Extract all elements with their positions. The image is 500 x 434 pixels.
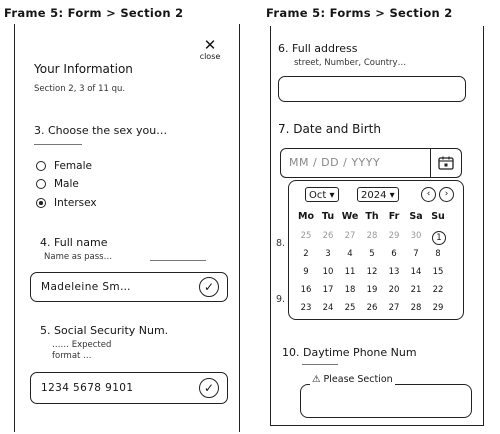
calendar-day[interactable]: 26 bbox=[322, 231, 334, 241]
calendar-day[interactable]: 30 bbox=[410, 231, 422, 241]
calendar-day[interactable]: 23 bbox=[300, 303, 312, 313]
calendar-day[interactable]: 27 bbox=[388, 303, 400, 313]
calendar-day[interactable]: 16 bbox=[300, 285, 312, 295]
calendar-day-header: Su bbox=[431, 211, 445, 222]
close-label: close bbox=[199, 52, 221, 61]
calendar-day-header: We bbox=[341, 211, 359, 222]
date-placeholder: MM / DD / YYYY bbox=[289, 156, 381, 169]
calendar-day[interactable]: 12 bbox=[366, 267, 378, 277]
q5-hint-line2: format … bbox=[52, 351, 92, 361]
left-frame-title: Frame 5: Form > Section 2 bbox=[4, 6, 184, 20]
ssn-value: 1234 5678 9101 bbox=[41, 382, 134, 394]
q7-title: 7. Date and Birth bbox=[278, 122, 381, 136]
full-name-input[interactable] bbox=[30, 272, 228, 302]
close-button[interactable] bbox=[192, 38, 228, 61]
calendar-day[interactable]: 20 bbox=[388, 285, 400, 295]
month-value: Oct bbox=[309, 190, 327, 201]
calendar-day-header: Mo bbox=[298, 211, 314, 222]
calendar-day-header: Sa bbox=[409, 211, 423, 222]
calendar-day[interactable]: 28 bbox=[410, 303, 422, 313]
calendar-day[interactable]: 10 bbox=[322, 267, 334, 277]
validation-warning: ⚠ Please Section bbox=[312, 374, 393, 385]
calendar-day-header: Tu bbox=[321, 211, 335, 222]
year-value: 2024 bbox=[361, 190, 387, 201]
radio-circle-selected[interactable] bbox=[36, 198, 46, 208]
calendar-day[interactable]: 24 bbox=[322, 303, 334, 313]
radio-label: Female bbox=[54, 160, 92, 172]
chevron-right-icon: › bbox=[444, 189, 449, 199]
check-icon: ✓ bbox=[199, 378, 219, 398]
calendar-day-header: Fr bbox=[388, 211, 400, 222]
calendar-day[interactable]: 6 bbox=[391, 249, 397, 259]
calendar-day[interactable]: 15 bbox=[432, 267, 444, 277]
section-progress: Section 2, 3 of 11 qu. bbox=[34, 84, 126, 94]
chevron-left-icon: ‹ bbox=[426, 189, 431, 199]
calendar-day[interactable]: 3 bbox=[325, 249, 331, 259]
q5-title: 5. Social Security Num. bbox=[40, 324, 169, 337]
calendar-day-selected[interactable]: 1 bbox=[432, 231, 446, 245]
calendar-day[interactable]: 11 bbox=[344, 267, 356, 277]
calendar-day[interactable]: 27 bbox=[344, 231, 356, 241]
radio-circle[interactable] bbox=[36, 161, 46, 171]
calendar-day[interactable]: 2 bbox=[303, 249, 309, 259]
form-heading: Your Information bbox=[34, 62, 133, 76]
calendar-day[interactable]: 28 bbox=[366, 231, 378, 241]
calendar-day[interactable]: 26 bbox=[366, 303, 378, 313]
close-icon: ✕ bbox=[203, 36, 217, 54]
q4-hint: Name as pass… bbox=[44, 252, 113, 262]
q4-title: 4. Full name bbox=[40, 236, 108, 249]
right-frame-title: Frame 5: Forms > Section 2 bbox=[266, 6, 453, 20]
q10-underline bbox=[302, 364, 338, 365]
month-select[interactable] bbox=[305, 187, 339, 202]
radio-option-female[interactable] bbox=[36, 160, 92, 172]
radio-label: Intersex bbox=[54, 197, 97, 209]
calendar-day[interactable]: 13 bbox=[388, 267, 400, 277]
ssn-input[interactable] bbox=[30, 372, 228, 404]
q3-underline bbox=[34, 144, 82, 145]
date-of-birth-input[interactable] bbox=[280, 148, 462, 178]
year-select[interactable] bbox=[357, 187, 399, 202]
phone-input[interactable] bbox=[300, 384, 472, 418]
calendar-day[interactable]: 25 bbox=[344, 303, 356, 313]
calendar-day[interactable]: 14 bbox=[410, 267, 422, 277]
q10-title: 10. Daytime Phone Num bbox=[282, 346, 417, 359]
check-icon: ✓ bbox=[199, 277, 219, 297]
calendar-day-header: Th bbox=[365, 211, 379, 222]
chevron-down-icon: ▾ bbox=[389, 190, 395, 201]
calendar-day[interactable]: 7 bbox=[413, 249, 419, 259]
calendar-day[interactable]: 21 bbox=[410, 285, 422, 295]
radio-circle[interactable] bbox=[36, 179, 46, 189]
address-input[interactable] bbox=[278, 76, 466, 102]
radio-option-intersex[interactable] bbox=[36, 197, 97, 209]
calendar-popover bbox=[288, 180, 464, 320]
calendar-day[interactable]: 19 bbox=[366, 285, 378, 295]
q4-hint-underline bbox=[150, 260, 206, 261]
next-month-button[interactable] bbox=[439, 187, 454, 202]
chevron-down-icon: ▾ bbox=[329, 190, 335, 201]
radio-label: Male bbox=[54, 178, 79, 190]
annotation-9: 9. bbox=[276, 294, 286, 305]
calendar-day[interactable]: 9 bbox=[303, 267, 309, 277]
q5-hint-line1: …… Expected bbox=[52, 340, 112, 350]
q6-title: 6. Full address bbox=[278, 42, 358, 55]
calendar-day[interactable]: 8 bbox=[435, 249, 441, 259]
annotation-8: 8. bbox=[276, 238, 286, 249]
radio-option-male[interactable] bbox=[36, 178, 79, 190]
calendar-day[interactable]: 29 bbox=[432, 303, 444, 313]
calendar-day[interactable]: 22 bbox=[432, 285, 444, 295]
calendar-day[interactable]: 5 bbox=[369, 249, 375, 259]
calendar-button[interactable] bbox=[430, 149, 461, 177]
calendar-day[interactable]: 29 bbox=[388, 231, 400, 241]
calendar-icon bbox=[438, 156, 454, 170]
calendar-day[interactable]: 18 bbox=[344, 285, 356, 295]
calendar-day[interactable]: 25 bbox=[300, 231, 312, 241]
calendar-day[interactable]: 4 bbox=[347, 249, 353, 259]
q3-title: 3. Choose the sex you… bbox=[34, 124, 168, 137]
calendar-day[interactable]: 17 bbox=[322, 285, 334, 295]
calendar-day[interactable] bbox=[429, 231, 447, 245]
full-name-value: Madeleine Sm… bbox=[41, 281, 131, 293]
q6-hint: street, Number, Country… bbox=[294, 58, 407, 68]
prev-month-button[interactable] bbox=[421, 187, 436, 202]
